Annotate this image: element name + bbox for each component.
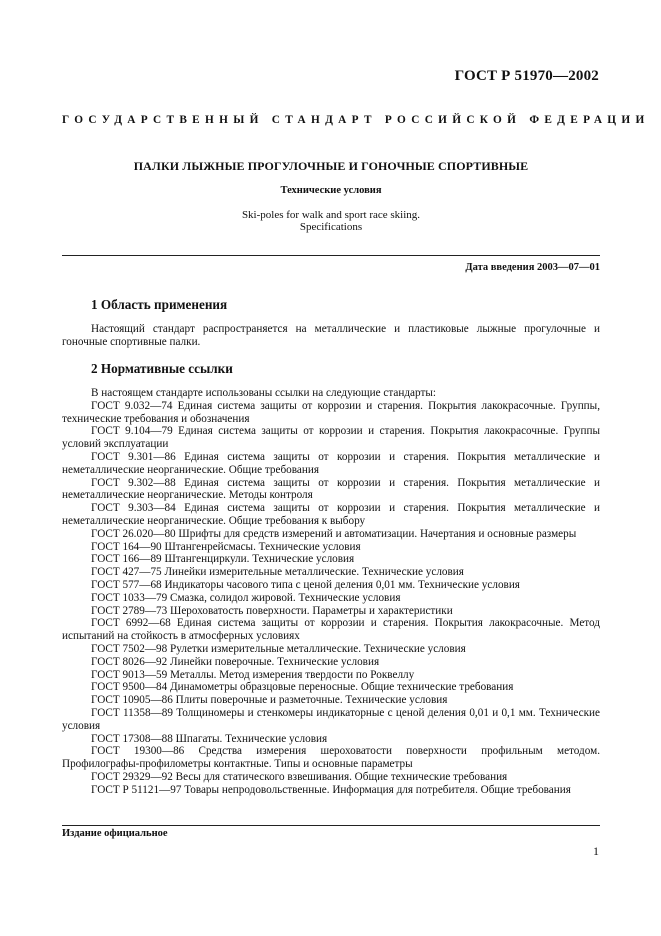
reference-item: ГОСТ 9500—84 Динамометры образцовые переносные. Общие технические требования [91, 681, 514, 694]
reference-item: ГОСТ 7502—98 Рулетки измерительные металлические. Технические условия [91, 642, 466, 655]
reference-item: ГОСТ 9.302—88 Единая система защиты от коррозии и старения. Покрытия металлические и неметаллические неорганические. Методы контроля [62, 476, 600, 502]
english-title-line-1: Ski-poles for walk and sport race skiing. [241, 209, 421, 221]
effective-date: Дата введения 2003—07—01 [465, 262, 600, 273]
reference-item: ГОСТ 2789—73 Шероховатость поверхности. Параметры и характеристики [91, 604, 453, 617]
reference-item: ГОСТ 9.301—86 Единая система защиты от коррозии и старения. Покрытия металлические и неметаллические неорганические. Общие требования [62, 450, 600, 476]
reference-item: ГОСТ 9.303—84 Единая система защиты от коррозии и старения. Покрытия металлические и неметаллические неорганические. Общие требования к выбору [62, 502, 600, 527]
reference-item: ГОСТ 577—68 Индикаторы часового типа с ценой деления 0,01 мм. Технические условия [91, 578, 520, 591]
reference-item: ГОСТ 19300—86 Средства измерения шероховатости поверхности профильным методом. Профилографы-профилометры контактные. Типы и основные параметры [62, 745, 600, 771]
reference-item: ГОСТ 9013—59 Металлы. Метод измерения твердости по Роквеллу [91, 668, 415, 681]
reference-item: ГОСТ 9.104—79 Единая система защиты от коррозии и старения. Покрытия лакокрасочные. Группы условий эксплуатации [62, 425, 600, 451]
reference-item: ГОСТ 427—75 Линейки измерительные металлические. Технические условия [91, 566, 464, 579]
reference-item: ГОСТ 1033—79 Смазка, солидол жировой. Технические условия [91, 591, 401, 604]
section-heading-references: 2 Нормативные ссылки [91, 361, 233, 376]
reference-item: ГОСТ 26.020—80 Шрифты для средств измерений и автоматизации. Начертания и основные размеры [91, 527, 577, 540]
reference-item: ГОСТ 6992—68 Единая система защиты от коррозии и старения. Покрытия лакокрасочные. Метод испытаний на стойкость в атмосферных условиях [62, 617, 600, 643]
document-subtitle: Технические условия [280, 185, 382, 196]
reference-item: ГОСТ 166—89 Штангенциркули. Технические условия [91, 553, 355, 566]
document-number: ГОСТ Р 51970—2002 [454, 68, 599, 84]
document-title: ПАЛКИ ЛЫЖНЫЕ ПРОГУЛОЧНЫЕ И ГОНОЧНЫЕ СПОРТИВНЫЕ [133, 159, 529, 173]
english-title-line-2: Specifications [299, 221, 363, 233]
reference-item: ГОСТ 11358—89 Толщиномеры и стенкомеры индикаторные с ценой деления 0,01 и 0,1 мм. Технические условия [62, 706, 600, 732]
reference-item: ГОСТ 17308—88 Шпагаты. Технические условия [91, 732, 328, 745]
footer-divider [62, 825, 600, 826]
header-divider [62, 255, 600, 256]
reference-item: ГОСТ Р 51121—97 Товары непродовольственные. Информация для потребителя. Общие требования [91, 783, 571, 796]
references-text-block [62, 387, 600, 797]
reference-item: ГОСТ 10905—86 Плиты поверочные и разметочные. Технические условия [91, 694, 448, 707]
reference-item: ГОСТ 29329—92 Весы для статического взвешивания. Общие технические требования [91, 770, 508, 783]
reference-item: ГОСТ 9.032—74 Единая система защиты от коррозии и старения. Покрытия лакокрасочные. Группы, технические требования и обозначения [62, 399, 600, 425]
edition-label: Издание официальное [62, 828, 168, 839]
reference-item: ГОСТ 8026—92 Линейки поверочные. Технические условия [91, 655, 380, 668]
section-heading-scope: 1 Область применения [91, 297, 228, 312]
scope-paragraph: Настоящий стандарт распространяется на металлические и пластиковые лыжные прогулочные и гоночные спортивные палки. [62, 323, 600, 348]
scope-text-block [62, 323, 600, 349]
references-intro: В настоящем стандарте использованы ссылки на следующие стандарты: [91, 387, 436, 399]
reference-item: ГОСТ 164—90 Штангенрейсмасы. Технические условия [91, 540, 361, 553]
federation-heading: ГОСУДАРСТВЕННЫЙ СТАНДАРТ РОССИЙСКОЙ ФЕДЕРАЦИИ [62, 114, 650, 126]
page-number: 1 [593, 844, 599, 858]
